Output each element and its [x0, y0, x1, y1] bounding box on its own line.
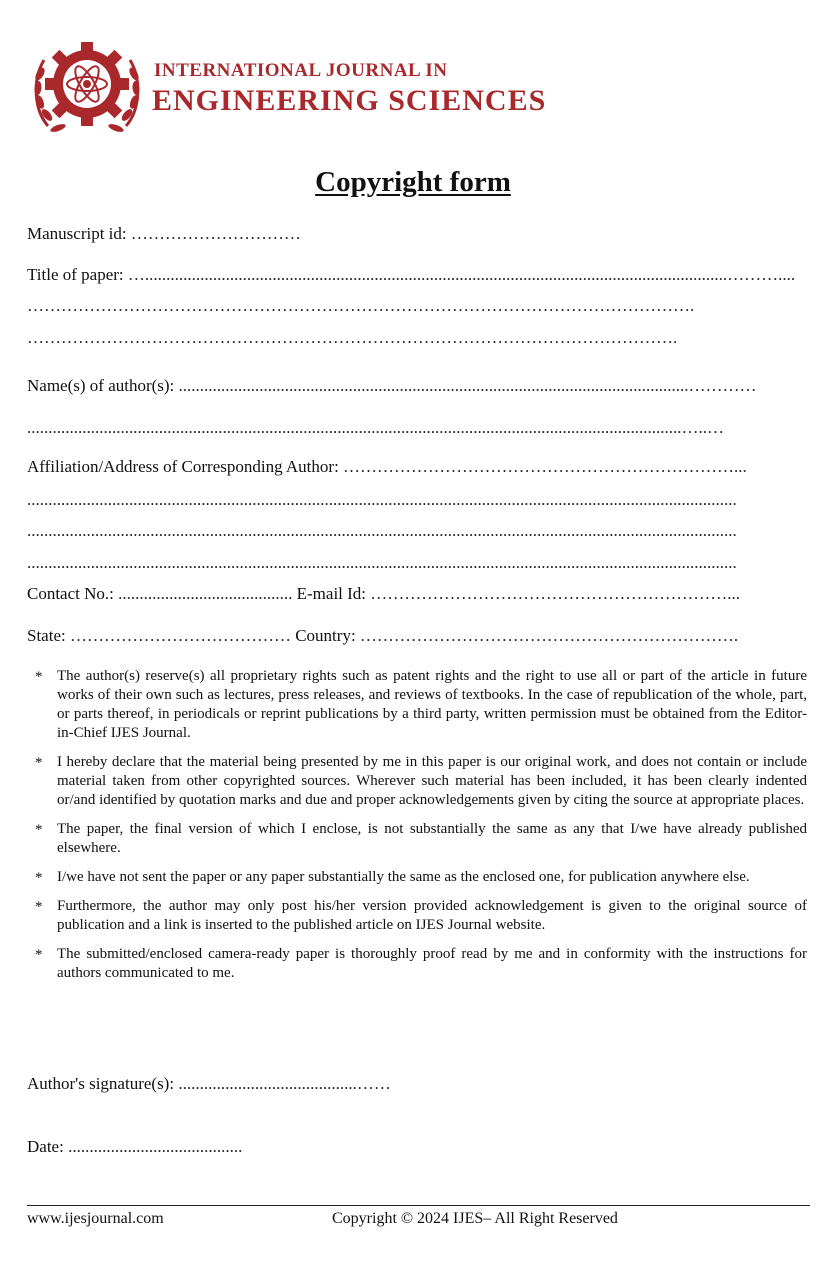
footer-divider [27, 1205, 810, 1206]
manuscript-id-field[interactable] [27, 224, 807, 244]
declaration-item: * The paper, the final version of which I enclose, is not substantially the same as any that I/we have already published elsewhere. [35, 821, 807, 856]
paper-title-line-2[interactable]: ………………………………………………………………………………………………………. [27, 296, 695, 315]
journal-name-line2: ENGINEERING SCIENCES [152, 84, 547, 117]
paper-title-line-3[interactable]: ……………………………………………………………………………………………………. [27, 328, 678, 347]
author-names-label: Name(s) of author(s): [27, 376, 175, 395]
author-names-field[interactable] [27, 376, 807, 396]
contact-dots[interactable]: ......................................... [118, 584, 293, 603]
manuscript-id-dots: ………………………… [130, 224, 301, 243]
journal-name-line1: INTERNATIONAL JOURNAL IN [154, 60, 448, 81]
affiliation-field[interactable] [27, 457, 807, 477]
declarations-list [27, 667, 807, 993]
affiliation-dots: ……………………………………………………………... [343, 457, 747, 476]
manuscript-id-label: Manuscript id: [27, 224, 127, 243]
declaration-item: * I hereby declare that the material being presented by me in this paper is our original work, and does not contain or include material taken from other copyrighted sources. Wherever such material has been included, it has been clearly indented or/and identified by quotation marks and due and proper acknowledgements given by citing the source at appropriate places. [35, 754, 807, 808]
page-title: Copyright form [315, 166, 511, 198]
signature-field[interactable] [27, 1074, 807, 1094]
journal-emblem-icon [28, 34, 146, 138]
declaration-item: * Furthermore, the author may only post his/her version provided acknowledgement is given to the original source of publication and a link is inserted to the published article on IJES Journal website. [35, 898, 807, 933]
declaration-item: * I/we have not sent the paper or any paper substantially the same as the enclosed one, for publication anywhere else. [35, 869, 750, 886]
contact-label: Contact No.: [27, 584, 114, 603]
bullet-icon: * [35, 947, 43, 963]
author-names-dots: ........................................................................................................................………… [178, 376, 757, 395]
bullet-icon: * [35, 870, 43, 886]
author-names-line-2[interactable]: ..........................................................................................................................................................…..… [27, 418, 724, 437]
country-dots[interactable]: …………………………………………………………. [359, 626, 739, 645]
state-dots[interactable]: ………………………………… [69, 626, 291, 645]
state-country-row [27, 626, 807, 646]
bullet-icon: * [35, 669, 43, 685]
affiliation-label: Affiliation/Address of Corresponding Author: [27, 457, 339, 476]
paper-title-field[interactable] [27, 265, 807, 285]
paper-title-dots: ….........................................................................................................................................……….... [127, 265, 796, 284]
journal-logo [28, 34, 547, 140]
paper-title-label: Title of paper: [27, 265, 124, 284]
bullet-icon: * [35, 899, 43, 915]
signature-label: Author's signature(s): [27, 1074, 175, 1093]
footer-website[interactable]: www.ijesjournal.com [27, 1210, 164, 1227]
email-dots[interactable]: ………………………………………………………... [370, 584, 741, 603]
declaration-item: * The submitted/enclosed camera-ready paper is thoroughly proof read by me and in conformity with the instructions for authors communicated to me. [35, 946, 807, 981]
footer-copyright: Copyright © 2024 IJES– All Right Reserved [332, 1210, 618, 1227]
contact-email-row [27, 584, 807, 604]
email-label: E-mail Id: [296, 584, 367, 603]
affiliation-line-2[interactable]: ....................................................................................................................................................................... [27, 490, 737, 509]
affiliation-line-4[interactable]: ....................................................................................................................................................................... [27, 553, 737, 572]
affiliation-line-3[interactable]: ....................................................................................................................................................................... [27, 521, 737, 540]
state-label: State: [27, 626, 66, 645]
signature-dots: ..........................................…… [178, 1074, 391, 1093]
date-dots: ......................................... [68, 1137, 243, 1156]
country-label: Country: [295, 626, 356, 645]
date-label: Date: [27, 1137, 64, 1156]
bullet-icon: * [35, 755, 43, 771]
date-field[interactable] [27, 1137, 807, 1157]
bullet-icon: * [35, 822, 43, 838]
declaration-item: * The author(s) reserve(s) all proprietary rights such as patent rights and the right to use all or part of the article in future works of their own such as lectures, press releases, and reviews of textbooks. In the case of republication of the whole, part, or parts thereof, in periodicals or reprint publications by a third party, written permission must be obtained from the Editor-in-Chief IJES Journal. [35, 668, 807, 741]
